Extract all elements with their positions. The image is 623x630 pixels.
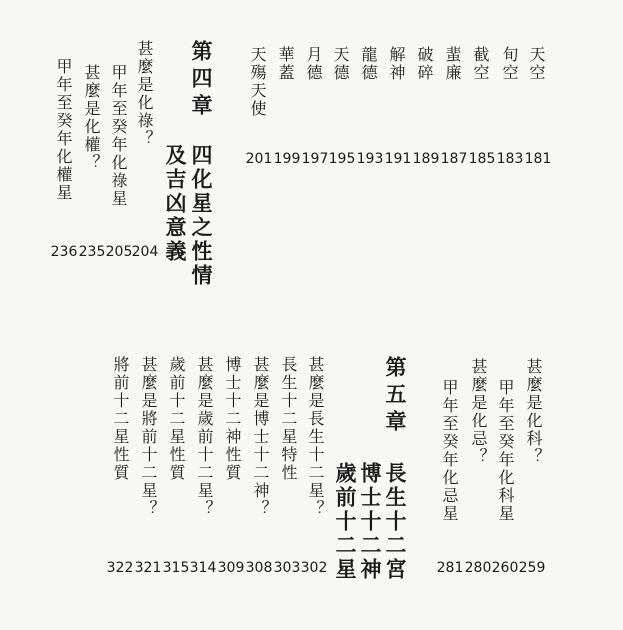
chapter-5-title-line1: 長生十二宮	[383, 462, 407, 582]
toc-entry-title: 甲年至癸年化忌星	[440, 379, 459, 523]
toc-entry-page: 189	[412, 151, 440, 167]
toc-entry-title: 截空	[471, 46, 490, 82]
toc-entry-page: 236	[50, 244, 78, 260]
toc-entry-title: 甲年至癸年化權星	[54, 58, 73, 202]
chapter-5-title-line2: 博士十二神	[358, 462, 382, 582]
toc-entry-page: 183	[496, 151, 524, 167]
chapter-5-title-line3: 歲前十二星	[333, 462, 357, 582]
toc-entry-title: 甚麼是化權？	[82, 64, 101, 172]
toc-entry-page: 191	[384, 151, 412, 167]
toc-entry-page: 303	[273, 560, 301, 576]
toc-entry-page: 205	[105, 244, 133, 260]
toc-entry-page: 314	[189, 560, 217, 576]
toc-entry-title: 天空	[527, 46, 546, 82]
toc-entry-page: 309	[217, 560, 245, 576]
chapter-4-title-line1: 四化星之性情	[189, 144, 213, 288]
toc-entry-title: 甚麼是歲前十二星？	[195, 356, 214, 518]
toc-entry-title: 甚麼是化忌？	[469, 358, 488, 466]
toc-entry-page: 201	[245, 151, 273, 167]
toc-entry-page: 181	[524, 151, 552, 167]
toc-entry-title: 蜚廉	[443, 46, 462, 82]
toc-entry-page: 315	[162, 560, 190, 576]
toc-entry-page: 308	[245, 560, 273, 576]
toc-entry-title: 華蓋	[276, 46, 295, 82]
toc-entry-page: 260	[491, 560, 519, 576]
toc-entry-title: 破碎	[415, 46, 434, 82]
toc-entry-title: 甚麼是將前十二星？	[139, 356, 158, 518]
toc-entry-title: 博士十二神性質	[223, 356, 242, 482]
chapter-5-label: 第五章	[383, 356, 407, 437]
toc-entry-page: 259	[518, 560, 546, 576]
toc-entry-page: 195	[328, 151, 356, 167]
toc-entry-page: 235	[78, 244, 106, 260]
toc-entry-title: 將前十二星性質	[111, 356, 130, 482]
toc-entry-title: 龍德	[359, 46, 378, 82]
toc-entry-title: 天殤天使	[248, 46, 267, 118]
toc-entry-page: 193	[356, 151, 384, 167]
toc-entry-page: 185	[468, 151, 496, 167]
toc-entry-title: 天德	[331, 46, 350, 82]
toc-entry-page: 187	[440, 151, 468, 167]
toc-entry-page: 199	[273, 151, 301, 167]
toc-entry-page: 302	[300, 560, 328, 576]
chapter-4-title-line2: 及吉凶意義	[163, 144, 187, 264]
toc-entry-title: 歲前十二星性質	[167, 356, 186, 482]
toc-entry-title: 甚麼是化祿？	[135, 40, 154, 148]
toc-entry-title: 解神	[387, 46, 406, 82]
toc-entry-page: 197	[301, 151, 329, 167]
toc-entry-title: 甚麼是長生十二星？	[306, 356, 325, 518]
chapter-4-label: 第四章	[189, 40, 213, 121]
toc-entry-title: 長生十二星特性	[279, 356, 298, 482]
toc-entry-page: 322	[106, 560, 134, 576]
toc-entry-page: 281	[436, 560, 464, 576]
toc-entry-page: 280	[464, 560, 492, 576]
toc-entry-title: 甲年至癸年化科星	[496, 379, 515, 523]
toc-entry-page: 204	[131, 244, 159, 260]
toc-entry-title: 旬空	[500, 46, 519, 82]
toc-entry-page: 321	[134, 560, 162, 576]
toc-entry-title: 甚麼是化科？	[524, 358, 543, 466]
toc-entry-title: 甚麼是博士十二神？	[251, 356, 270, 518]
toc-entry-title: 甲年至癸年化祿星	[109, 64, 128, 208]
toc-entry-title: 月德	[304, 46, 323, 82]
